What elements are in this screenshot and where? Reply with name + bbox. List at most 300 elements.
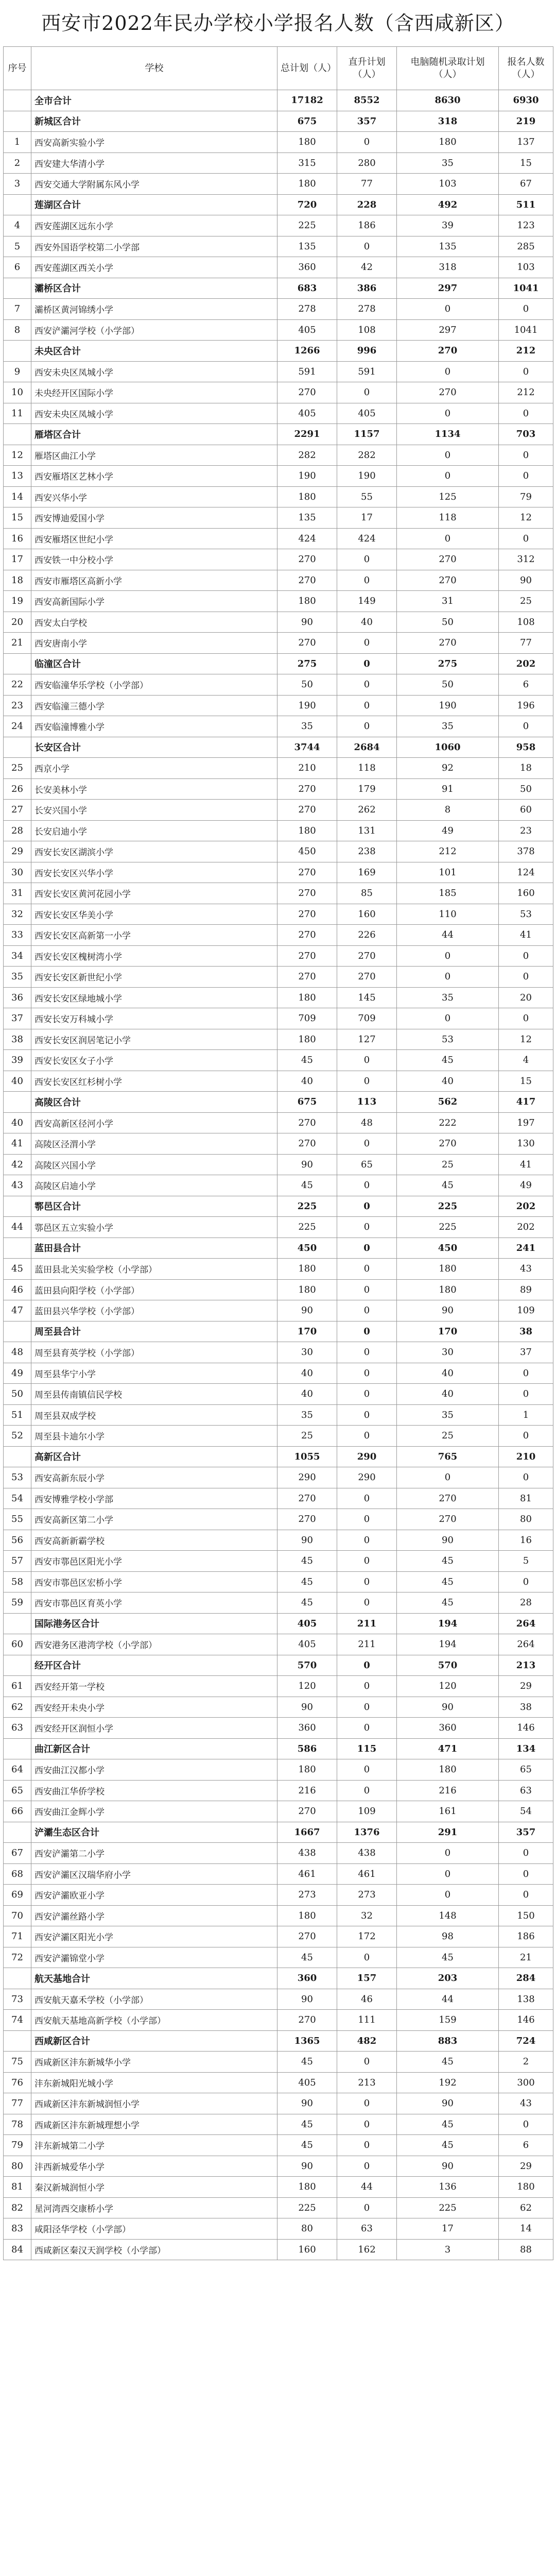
cell-index: 16 (4, 528, 31, 549)
cell-index: 40 (4, 1071, 31, 1092)
cell-index: 58 (4, 1571, 31, 1592)
cell-school: 鄠邑区五立实验小学 (31, 1217, 277, 1238)
cell-random-plan: 25 (397, 1154, 499, 1175)
cell-direct-plan: 0 (337, 1363, 397, 1384)
cell-total-plan: 270 (277, 1488, 337, 1509)
table-row (4, 862, 553, 883)
subtotal-row (4, 2030, 553, 2052)
cell-applicants: 0 (499, 299, 553, 320)
subtotal-row (4, 194, 553, 215)
cell-total-plan: 180 (277, 1759, 337, 1781)
cell-index: 63 (4, 1718, 31, 1739)
cell-random-plan: 270 (397, 1509, 499, 1530)
cell-index (4, 341, 31, 362)
cell-random-plan: 8 (397, 800, 499, 821)
cell-random-plan: 225 (397, 1196, 499, 1217)
table-row (4, 1342, 553, 1363)
cell-school: 莲湖区合计 (31, 194, 277, 215)
cell-total-plan: 450 (277, 841, 337, 862)
cell-school: 长安美林小学 (31, 778, 277, 800)
cell-direct-plan: 0 (337, 2114, 397, 2135)
cell-index: 23 (4, 695, 31, 716)
cell-school: 蓝田县北关实验学校（小学部） (31, 1259, 277, 1280)
cell-total-plan: 275 (277, 653, 337, 674)
cell-applicants: 15 (499, 1071, 553, 1092)
cell-school: 未央经开区国际小学 (31, 382, 277, 403)
table-row (4, 319, 553, 341)
cell-applicants: 53 (499, 904, 553, 925)
cell-index: 83 (4, 2218, 31, 2240)
table-row (4, 1217, 553, 1238)
cell-school: 秦汉新城润恒小学 (31, 2177, 277, 2198)
cell-school: 西安市鄠邑区宏桥小学 (31, 1571, 277, 1592)
cell-school: 西安浐灞区汉瑞华府小学 (31, 1863, 277, 1885)
table-row (4, 1863, 553, 1885)
cell-applicants: 1041 (499, 319, 553, 341)
cell-total-plan: 45 (277, 1592, 337, 1614)
table-row (4, 528, 553, 549)
cell-school: 蓝田县合计 (31, 1238, 277, 1259)
cell-index: 8 (4, 319, 31, 341)
cell-total-plan: 180 (277, 486, 337, 507)
cell-direct-plan: 0 (337, 1133, 397, 1155)
table-row (4, 2052, 553, 2073)
subtotal-row (4, 1092, 553, 1113)
cell-applicants: 1041 (499, 278, 553, 299)
cell-random-plan: 45 (397, 1175, 499, 1196)
table-row (4, 945, 553, 967)
cell-school: 西咸新区沣东新城华小学 (31, 2052, 277, 2073)
subtotal-row (4, 737, 553, 758)
table-row (4, 1551, 553, 1572)
cell-index: 76 (4, 2072, 31, 2093)
cell-total-plan: 180 (277, 174, 337, 195)
cell-direct-plan: 0 (337, 716, 397, 737)
cell-direct-plan: 77 (337, 174, 397, 195)
cell-applicants: 0 (499, 1467, 553, 1488)
table-row (4, 674, 553, 696)
cell-applicants: 186 (499, 1926, 553, 1947)
cell-total-plan: 570 (277, 1655, 337, 1676)
cell-total-plan: 90 (277, 2093, 337, 2114)
cell-direct-plan: 149 (337, 591, 397, 612)
cell-index: 5 (4, 236, 31, 257)
cell-total-plan: 424 (277, 528, 337, 549)
cell-total-plan: 170 (277, 1321, 337, 1342)
cell-direct-plan: 0 (337, 1571, 397, 1592)
cell-total-plan: 225 (277, 1217, 337, 1238)
cell-applicants: 312 (499, 549, 553, 570)
cell-applicants: 0 (499, 1384, 553, 1405)
table-row (4, 2135, 553, 2156)
cell-applicants: 213 (499, 1655, 553, 1676)
cell-index: 80 (4, 2156, 31, 2177)
cell-total-plan: 45 (277, 1175, 337, 1196)
cell-direct-plan: 0 (337, 695, 397, 716)
cell-total-plan: 35 (277, 716, 337, 737)
cell-random-plan: 471 (397, 1738, 499, 1759)
cell-direct-plan: 145 (337, 987, 397, 1008)
cell-index: 75 (4, 2052, 31, 2073)
cell-random-plan: 40 (397, 1071, 499, 1092)
cell-school: 雁塔区合计 (31, 424, 277, 445)
cell-index: 66 (4, 1801, 31, 1822)
table-row (4, 800, 553, 821)
subtotal-row (4, 278, 553, 299)
cell-index: 48 (4, 1342, 31, 1363)
cell-school: 西安高新实验小学 (31, 132, 277, 153)
cell-random-plan: 90 (397, 1530, 499, 1551)
cell-index: 19 (4, 591, 31, 612)
cell-random-plan: 194 (397, 1634, 499, 1655)
document-title: 西安市2022年民办学校小学报名人数（含西咸新区） (41, 12, 515, 35)
cell-index: 72 (4, 1947, 31, 1968)
cell-total-plan: 360 (277, 1718, 337, 1739)
subtotal-row (4, 653, 553, 674)
cell-total-plan: 225 (277, 215, 337, 236)
cell-random-plan: 90 (397, 1697, 499, 1718)
cell-direct-plan: 172 (337, 1926, 397, 1947)
cell-direct-plan: 424 (337, 528, 397, 549)
cell-direct-plan: 162 (337, 2239, 397, 2260)
cell-index: 26 (4, 778, 31, 800)
cell-direct-plan: 0 (337, 674, 397, 696)
cell-school: 西安高新区第二小学 (31, 1509, 277, 1530)
cell-direct-plan: 63 (337, 2218, 397, 2240)
cell-index: 40 (4, 1112, 31, 1133)
cell-total-plan: 40 (277, 1384, 337, 1405)
cell-total-plan: 45 (277, 2135, 337, 2156)
cell-index: 3 (4, 174, 31, 195)
cell-index: 53 (4, 1467, 31, 1488)
cell-total-plan: 270 (277, 1133, 337, 1155)
cell-school: 西安高新新霸学校 (31, 1530, 277, 1551)
cell-applicants: 958 (499, 737, 553, 758)
cell-school: 西咸新区合计 (31, 2030, 277, 2052)
cell-school: 临潼区合计 (31, 653, 277, 674)
cell-direct-plan: 996 (337, 341, 397, 362)
cell-random-plan: 275 (397, 653, 499, 674)
cell-applicants: 63 (499, 1780, 553, 1801)
cell-direct-plan: 238 (337, 841, 397, 862)
table-row (4, 1071, 553, 1092)
cell-direct-plan: 270 (337, 945, 397, 967)
table-row (4, 1885, 553, 1906)
cell-direct-plan: 0 (337, 2156, 397, 2177)
cell-total-plan: 405 (277, 403, 337, 424)
cell-applicants: 49 (499, 1175, 553, 1196)
cell-index: 35 (4, 967, 31, 988)
cell-direct-plan: 0 (337, 2197, 397, 2218)
cell-index: 61 (4, 1676, 31, 1697)
cell-school: 周至县双成学校 (31, 1404, 277, 1426)
cell-direct-plan: 482 (337, 2030, 397, 2052)
cell-random-plan: 45 (397, 1571, 499, 1592)
cell-random-plan: 148 (397, 1905, 499, 1926)
cell-index: 36 (4, 987, 31, 1008)
cell-direct-plan: 270 (337, 967, 397, 988)
cell-total-plan: 282 (277, 445, 337, 466)
table-row (4, 1780, 553, 1801)
cell-applicants: 196 (499, 695, 553, 716)
cell-random-plan: 270 (397, 549, 499, 570)
cell-random-plan: 98 (397, 1926, 499, 1947)
cell-total-plan: 180 (277, 1279, 337, 1300)
cell-direct-plan: 40 (337, 612, 397, 633)
subtotal-row (4, 341, 553, 362)
cell-random-plan: 91 (397, 778, 499, 800)
cell-applicants: 0 (499, 445, 553, 466)
cell-total-plan: 90 (277, 1989, 337, 2010)
cell-index: 68 (4, 1863, 31, 1885)
subtotal-row (4, 1655, 553, 1676)
table-row (4, 904, 553, 925)
cell-index: 42 (4, 1154, 31, 1175)
cell-index: 69 (4, 1885, 31, 1906)
cell-total-plan: 180 (277, 1905, 337, 1926)
cell-applicants: 54 (499, 1801, 553, 1822)
table-row (4, 257, 553, 278)
cell-applicants: 18 (499, 758, 553, 779)
table-row (4, 486, 553, 507)
cell-applicants: 109 (499, 1300, 553, 1321)
cell-index: 57 (4, 1551, 31, 1572)
cell-random-plan: 212 (397, 841, 499, 862)
cell-index: 55 (4, 1509, 31, 1530)
cell-school: 西咸新区沣东新城理想小学 (31, 2114, 277, 2135)
cell-total-plan: 190 (277, 466, 337, 487)
cell-applicants: 37 (499, 1342, 553, 1363)
table-row (4, 403, 553, 424)
cell-random-plan: 90 (397, 2093, 499, 2114)
cell-random-plan: 50 (397, 674, 499, 696)
cell-applicants: 81 (499, 1488, 553, 1509)
table-row (4, 361, 553, 382)
cell-random-plan: 118 (397, 507, 499, 529)
cell-random-plan: 185 (397, 883, 499, 904)
table-row (4, 841, 553, 862)
cell-applicants: 417 (499, 1092, 553, 1113)
cell-direct-plan: 0 (337, 1175, 397, 1196)
cell-direct-plan: 709 (337, 1008, 397, 1029)
cell-index (4, 653, 31, 674)
cell-random-plan: 159 (397, 2010, 499, 2031)
table-row (4, 299, 553, 320)
cell-index: 27 (4, 800, 31, 821)
cell-school: 周至县传南镇信民学校 (31, 1384, 277, 1405)
cell-total-plan: 270 (277, 549, 337, 570)
cell-direct-plan: 211 (337, 1634, 397, 1655)
cell-index: 21 (4, 633, 31, 654)
table-row (4, 1592, 553, 1614)
cell-direct-plan: 0 (337, 1551, 397, 1572)
cell-applicants: 357 (499, 1822, 553, 1843)
cell-total-plan: 45 (277, 2052, 337, 2073)
cell-total-plan: 3744 (277, 737, 337, 758)
cell-random-plan: 270 (397, 1133, 499, 1155)
cell-direct-plan: 290 (337, 1446, 397, 1467)
cell-applicants: 4 (499, 1050, 553, 1071)
cell-index (4, 2030, 31, 2052)
cell-random-plan: 45 (397, 1947, 499, 1968)
cell-school: 西安曲江华侨学校 (31, 1780, 277, 1801)
cell-school: 星河湾西交康桥小学 (31, 2197, 277, 2218)
cell-index: 34 (4, 945, 31, 967)
cell-applicants: 180 (499, 2177, 553, 2198)
cell-random-plan: 318 (397, 257, 499, 278)
cell-applicants: 65 (499, 1759, 553, 1781)
cell-applicants: 29 (499, 2156, 553, 2177)
cell-total-plan: 90 (277, 2156, 337, 2177)
table-row (4, 925, 553, 946)
cell-total-plan: 270 (277, 1509, 337, 1530)
cell-random-plan: 45 (397, 1050, 499, 1071)
cell-random-plan: 45 (397, 2114, 499, 2135)
cell-direct-plan: 0 (337, 1071, 397, 1092)
cell-index (4, 1321, 31, 1342)
cell-index: 10 (4, 382, 31, 403)
cell-direct-plan: 438 (337, 1843, 397, 1864)
table-row (4, 1926, 553, 1947)
cell-index: 12 (4, 445, 31, 466)
cell-school: 新城区合计 (31, 111, 277, 132)
cell-applicants: 0 (499, 403, 553, 424)
cell-random-plan: 44 (397, 1989, 499, 2010)
table-row (4, 612, 553, 633)
cell-direct-plan: 0 (337, 1947, 397, 1968)
cell-total-plan: 1667 (277, 1822, 337, 1843)
cell-random-plan: 90 (397, 2156, 499, 2177)
cell-total-plan: 675 (277, 111, 337, 132)
cell-direct-plan: 0 (337, 633, 397, 654)
cell-direct-plan: 278 (337, 299, 397, 320)
cell-total-plan: 45 (277, 1050, 337, 1071)
cell-total-plan: 591 (277, 361, 337, 382)
cell-random-plan: 120 (397, 1676, 499, 1697)
cell-direct-plan: 0 (337, 570, 397, 591)
cell-total-plan: 270 (277, 925, 337, 946)
cell-direct-plan: 0 (337, 1530, 397, 1551)
cell-applicants: 1 (499, 1404, 553, 1426)
cell-school: 西安长安区高新第一小学 (31, 925, 277, 946)
cell-index: 17 (4, 549, 31, 570)
cell-applicants: 212 (499, 341, 553, 362)
subtotal-row (4, 111, 553, 132)
cell-applicants: 0 (499, 967, 553, 988)
table-row (4, 1509, 553, 1530)
subtotal-row (4, 1238, 553, 1259)
cell-random-plan: 53 (397, 1029, 499, 1050)
cell-school: 西咸新区秦汉天润学校（小学部） (31, 2239, 277, 2260)
table-row (4, 820, 553, 841)
cell-school: 航天基地合计 (31, 1968, 277, 1989)
cell-total-plan: 225 (277, 2197, 337, 2218)
cell-random-plan: 3 (397, 2239, 499, 2260)
table-row (4, 1676, 553, 1697)
cell-random-plan: 180 (397, 1259, 499, 1280)
cell-direct-plan: 0 (337, 2135, 397, 2156)
cell-direct-plan: 115 (337, 1738, 397, 1759)
cell-index: 39 (4, 1050, 31, 1071)
cell-random-plan: 103 (397, 174, 499, 195)
table-row (4, 466, 553, 487)
cell-applicants: 43 (499, 2093, 553, 2114)
cell-index (4, 194, 31, 215)
cell-direct-plan: 0 (337, 1718, 397, 1739)
cell-applicants: 12 (499, 507, 553, 529)
cell-school: 经开区合计 (31, 1655, 277, 1676)
cell-school: 西安经开区润恒小学 (31, 1718, 277, 1739)
cell-random-plan: 40 (397, 1363, 499, 1384)
cell-applicants: 23 (499, 820, 553, 841)
table-header-row (4, 47, 553, 90)
cell-school: 西安未央区凤城小学 (31, 361, 277, 382)
cell-index: 46 (4, 1279, 31, 1300)
cell-applicants: 285 (499, 236, 553, 257)
table-row (4, 507, 553, 529)
cell-school: 西安博雅学校小学部 (31, 1488, 277, 1509)
cell-applicants: 123 (499, 215, 553, 236)
cell-applicants: 0 (499, 2114, 553, 2135)
cell-random-plan: 192 (397, 2072, 499, 2093)
cell-direct-plan: 461 (337, 1863, 397, 1885)
cell-school: 沣东新城阳光城小学 (31, 2072, 277, 2093)
table-row (4, 1759, 553, 1781)
cell-direct-plan: 160 (337, 904, 397, 925)
cell-school: 咸阳泾华学校（小学部） (31, 2218, 277, 2240)
cell-total-plan: 270 (277, 862, 337, 883)
cell-index (4, 90, 31, 111)
cell-total-plan: 2291 (277, 424, 337, 445)
cell-direct-plan: 0 (337, 2052, 397, 2073)
table-row (4, 1029, 553, 1050)
cell-total-plan: 180 (277, 987, 337, 1008)
cell-applicants: 197 (499, 1112, 553, 1133)
cell-random-plan: 25 (397, 1426, 499, 1447)
cell-school: 西安浐灞第二小学 (31, 1843, 277, 1864)
cell-school: 高陵区合计 (31, 1092, 277, 1113)
table-row (4, 2156, 553, 2177)
cell-direct-plan: 228 (337, 194, 397, 215)
cell-applicants: 124 (499, 862, 553, 883)
cell-direct-plan: 0 (337, 1196, 397, 1217)
table-row (4, 883, 553, 904)
table-row (4, 1133, 553, 1155)
cell-direct-plan: 0 (337, 1426, 397, 1447)
cell-direct-plan: 405 (337, 403, 397, 424)
cell-school: 西安长安区新世纪小学 (31, 967, 277, 988)
cell-school: 高陵区启迪小学 (31, 1175, 277, 1196)
cell-random-plan: 0 (397, 1885, 499, 1906)
cell-index: 50 (4, 1384, 31, 1405)
cell-applicants: 6930 (499, 90, 553, 111)
cell-random-plan: 30 (397, 1342, 499, 1363)
cell-direct-plan: 8552 (337, 90, 397, 111)
table-row (4, 570, 553, 591)
table-row (4, 382, 553, 403)
table-row (4, 1112, 553, 1133)
cell-index (4, 1822, 31, 1843)
subtotal-row (4, 1822, 553, 1843)
cell-random-plan: 35 (397, 152, 499, 174)
subtotal-row (4, 1968, 553, 1989)
cell-school: 西安市鄠邑区阳光小学 (31, 1551, 277, 1572)
cell-applicants: 15 (499, 152, 553, 174)
cell-direct-plan: 273 (337, 1885, 397, 1906)
cell-random-plan: 35 (397, 716, 499, 737)
cell-total-plan: 461 (277, 1863, 337, 1885)
cell-school: 鄠邑区合计 (31, 1196, 277, 1217)
